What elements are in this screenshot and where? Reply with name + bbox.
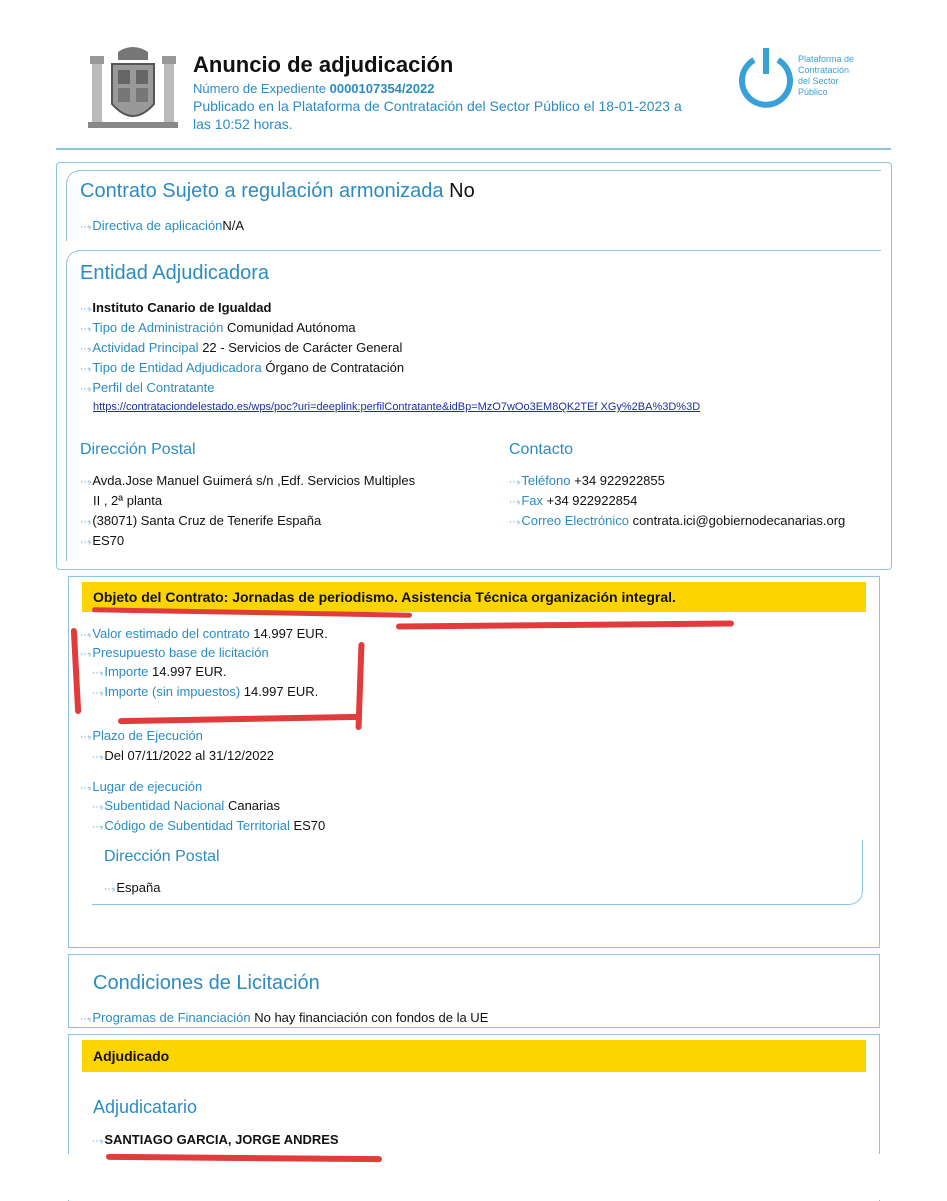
arrow-icon: ⋯›: [80, 324, 90, 335]
perfil-link[interactable]: https://contrataciondelestado.es/wps/poc?uri=deeplink:perfilContratante&idBp=MzO7wOo3EM8QK2TEf XGy%2BA%3D%3D: [93, 401, 701, 413]
subentidad-row: ⋯› Subentidad Nacional Canarias: [92, 798, 280, 813]
arrow-icon: ⋯›: [80, 364, 90, 375]
arrow-icon: ⋯›: [80, 517, 90, 528]
coat-of-arms-logo: [88, 42, 178, 134]
perfil-label: Perfil del Contratante: [92, 380, 215, 395]
arrow-icon: ⋯›: [104, 884, 114, 895]
entidad-name-row: [80, 300, 271, 315]
expediente-label: Número de Expediente: [193, 81, 326, 96]
directiva-value: N/A: [222, 218, 245, 233]
contacto-title: Contacto: [509, 441, 574, 458]
plazo-value-row: ⋯› Del 07/11/2022 al 31/12/2022: [92, 748, 274, 763]
objeto-dir-title: Dirección Postal: [104, 848, 220, 865]
arrow-icon: ⋯›: [80, 222, 90, 233]
programas-row: ⋯› Programas de Financiación No hay financiación con fondos de la UE: [80, 1010, 489, 1025]
telefono-row: ⋯› Teléfono +34 922922855: [509, 473, 665, 488]
arrow-icon: ⋯›: [509, 477, 519, 488]
direccion-title: Dirección Postal: [80, 441, 196, 458]
direccion-line-4: ⋯› ES70: [80, 533, 125, 548]
tipo-admin-label: Tipo de Administración: [92, 320, 224, 335]
arrow-icon: ⋯›: [92, 822, 102, 833]
objeto-bar: [82, 582, 866, 612]
entidad-name: Instituto Canario de Igualdad: [92, 300, 272, 315]
arrow-icon: ⋯›: [92, 1136, 102, 1147]
tipo-entidad-value: Órgano de Contratación: [265, 360, 405, 375]
published-line-1: Publicado en la Plataforma de Contratación del Sector Público el 18-01-2023 a: [193, 98, 682, 114]
header-divider: [56, 148, 891, 150]
arrow-icon: ⋯›: [92, 752, 102, 763]
arrow-icon: ⋯›: [80, 649, 90, 660]
importe-row: ⋯› Importe 14.997 EUR.: [92, 664, 227, 679]
actividad-value: 22 - Servicios de Carácter General: [202, 340, 403, 355]
correo-row: ⋯› Correo Electrónico contrata.ici@gobiernodecanarias.org: [509, 513, 846, 528]
power-icon: [736, 44, 796, 108]
adjudicado-label: Adjudicado: [93, 1048, 170, 1064]
tipo-admin-row: [80, 320, 356, 335]
adjudicado-bar: [82, 1040, 866, 1072]
directiva-label: Directiva de aplicación: [92, 218, 223, 233]
arrow-icon: ⋯›: [80, 630, 90, 641]
arrow-icon: ⋯›: [80, 732, 90, 743]
adjudicatario-name: SANTIAGO GARCIA, JORGE ANDRES: [104, 1132, 339, 1147]
adjudicatario-row: [92, 1132, 339, 1147]
expediente-value: 0000107354/2022: [329, 81, 435, 96]
tipo-entidad-label: Tipo de Entidad Adjudicadora: [92, 360, 262, 375]
published-line-2: las 10:52 horas.: [193, 116, 293, 132]
logo-text-4: Público: [798, 87, 828, 97]
arrow-icon: ⋯›: [80, 477, 90, 488]
arrow-icon: ⋯›: [80, 384, 90, 395]
adjudicatario-title: Adjudicatario: [93, 1097, 198, 1117]
arrow-icon: ⋯›: [80, 344, 90, 355]
direccion-line-2: II , 2ª planta: [93, 493, 163, 508]
logo-text-2: Contratación: [798, 65, 850, 75]
logo-text-3: del Sector: [798, 76, 839, 86]
page-crop-edge: [56, 1154, 891, 1200]
arrow-icon: ⋯›: [80, 537, 90, 548]
objeto-dir-row: ⋯› España: [104, 880, 161, 895]
entidad-title: Entidad Adjudicadora: [80, 262, 270, 284]
arrow-icon: ⋯›: [92, 802, 102, 813]
arrow-icon: ⋯›: [509, 517, 519, 528]
objeto-title: Objeto del Contrato: Jornadas de periodismo. Asistencia Técnica organización integral.: [93, 589, 676, 605]
arrow-icon: ⋯›: [80, 1014, 90, 1025]
lugar-row: ⋯› Lugar de ejecución: [80, 779, 203, 794]
contrato-title-text: Contrato Sujeto a regulación armonizada: [80, 180, 444, 202]
arrow-icon: ⋯›: [92, 688, 102, 699]
arrow-icon: ⋯›: [80, 783, 90, 794]
perfil-row: [80, 380, 214, 395]
direccion-line-1: ⋯› Avda.Jose Manuel Guimerá s/n ,Edf. Servicios Multiples: [80, 473, 416, 488]
directiva-row: [80, 218, 244, 233]
tipo-admin-value: Comunidad Autónoma: [227, 320, 356, 335]
direccion-line-3: ⋯› (38071) Santa Cruz de Tenerife España: [80, 513, 322, 528]
page-title: Anuncio de adjudicación: [193, 52, 454, 77]
importe-sin-row: ⋯› Importe (sin impuestos) 14.997 EUR.: [92, 684, 319, 699]
condiciones-title: Condiciones de Licitación: [93, 972, 320, 994]
codigo-row: ⋯› Código de Subentidad Territorial ES70: [92, 818, 326, 833]
arrow-icon: ⋯›: [509, 497, 519, 508]
actividad-label: Actividad Principal: [92, 340, 199, 355]
plazo-row: ⋯› Plazo de Ejecución: [80, 728, 203, 743]
fax-row: ⋯› Fax +34 922922854: [509, 493, 638, 508]
platform-logo: [736, 44, 876, 108]
tipo-entidad-row: [80, 360, 404, 375]
expediente-line: [193, 81, 434, 96]
logo-text-1: Plataforma de: [798, 54, 855, 64]
contrato-title-value: No: [449, 180, 475, 202]
arrow-icon: ⋯›: [92, 668, 102, 679]
contrato-title: [80, 180, 475, 203]
arrow-icon: ⋯›: [80, 304, 90, 315]
valor-row: ⋯› Valor estimado del contrato 14.997 EUR.: [80, 626, 328, 641]
presupuesto-row: ⋯› Presupuesto base de licitación: [80, 645, 269, 660]
actividad-row: [80, 340, 402, 355]
